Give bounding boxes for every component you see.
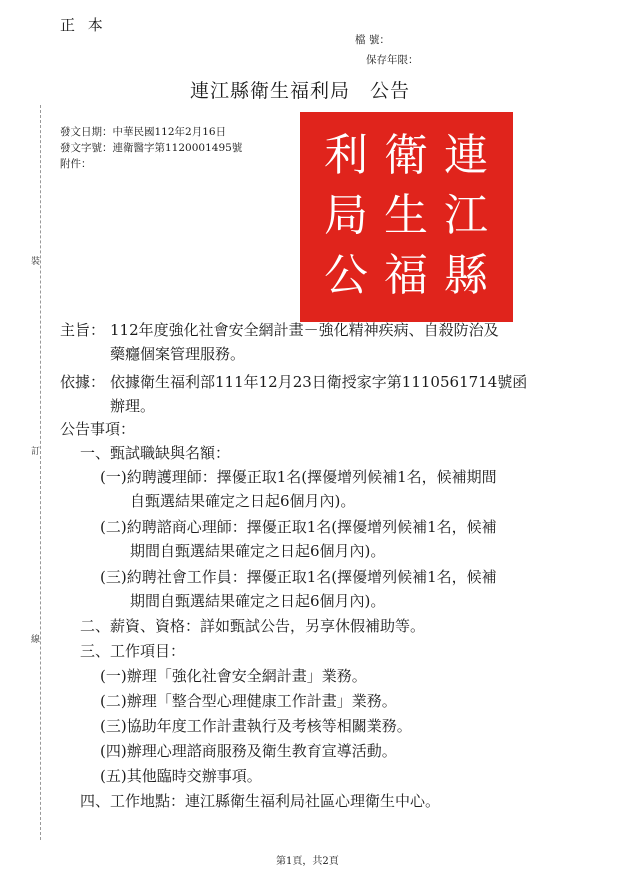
- page-number: 第1頁，共2頁: [276, 856, 339, 867]
- work-item: (一)辦理「強化社會安全網計畫」業務。: [100, 667, 367, 685]
- seal-character: 連: [444, 130, 488, 181]
- page-title: 連江縣衛生福利局 公告: [190, 80, 411, 102]
- seal-character: 江: [444, 190, 488, 241]
- seal-character: 衛: [384, 130, 428, 181]
- issue-date: 發文日期：中華民國112年2月16日: [60, 126, 227, 138]
- binding-line: [40, 105, 41, 840]
- section-heading: 四、工作地點：連江縣衛生福利局社區心理衛生中心。: [80, 792, 441, 810]
- subject-line: 藥癮個案管理服務。: [110, 345, 246, 363]
- seal-character: 局: [324, 190, 368, 241]
- subject-label: 主旨：: [60, 321, 106, 339]
- seal-character: 福: [384, 250, 428, 301]
- basis-line: 依據衛生福利部111年12月23日衛授家字第1110561714號函: [110, 373, 528, 391]
- seal-character: 利: [324, 130, 368, 181]
- retention-label: 保存年限：: [366, 54, 419, 66]
- binding-mark-xian: 線: [31, 635, 41, 645]
- copy-mark: 正 本: [60, 16, 107, 34]
- binding-mark-zhuang: 裝: [31, 257, 41, 267]
- basis-label: 依據：: [60, 373, 106, 391]
- basis-line: 辦理。: [110, 397, 156, 415]
- work-item: (四)辦理心理諮商服務及衛生教育宣導活動。: [100, 742, 397, 760]
- seal-character: 公: [324, 250, 368, 301]
- section-heading: 二、薪資、資格：詳如甄試公告，另享休假補助等。: [80, 617, 426, 635]
- work-item: (二)辦理「整合型心理健康工作計畫」業務。: [100, 692, 397, 710]
- section-heading: 一、甄試職缺與名額：: [80, 444, 231, 462]
- seal-character: 生: [384, 190, 428, 241]
- notice-heading: 公告事項：: [60, 420, 136, 438]
- work-item: (五)其他臨時交辦事項。: [100, 767, 262, 785]
- position-item: (一)約聘護理師：擇優正取1名(擇優增列候補1名，候補期間: [100, 468, 497, 486]
- official-seal: [300, 112, 513, 322]
- position-item: 期間自甄選結果確定之日起6個月內)。: [130, 592, 386, 610]
- work-item: (三)協助年度工作計畫執行及考核等相關業務。: [100, 717, 412, 735]
- position-item: 自甄選結果確定之日起6個月內)。: [130, 492, 356, 510]
- seal-character: 縣: [444, 250, 488, 301]
- file-number-label: 檔 號：: [355, 34, 390, 46]
- position-item: 期間自甄選結果確定之日起6個月內)。: [130, 542, 386, 560]
- document-number: 發文字號：連衛醫字第1120001495號: [60, 142, 243, 154]
- section-heading: 三、工作項目：: [80, 642, 186, 660]
- subject-line: 112年度強化社會安全網計畫－強化精神疾病、自殺防治及: [110, 321, 499, 339]
- attachment-label: 附件：: [60, 158, 92, 170]
- position-item: (三)約聘社會工作員：擇優正取1名(擇優增列候補1名，候補: [100, 568, 497, 586]
- position-item: (二)約聘諮商心理師：擇優正取1名(擇優增列候補1名，候補: [100, 518, 497, 536]
- binding-mark-ding: 訂: [31, 447, 41, 457]
